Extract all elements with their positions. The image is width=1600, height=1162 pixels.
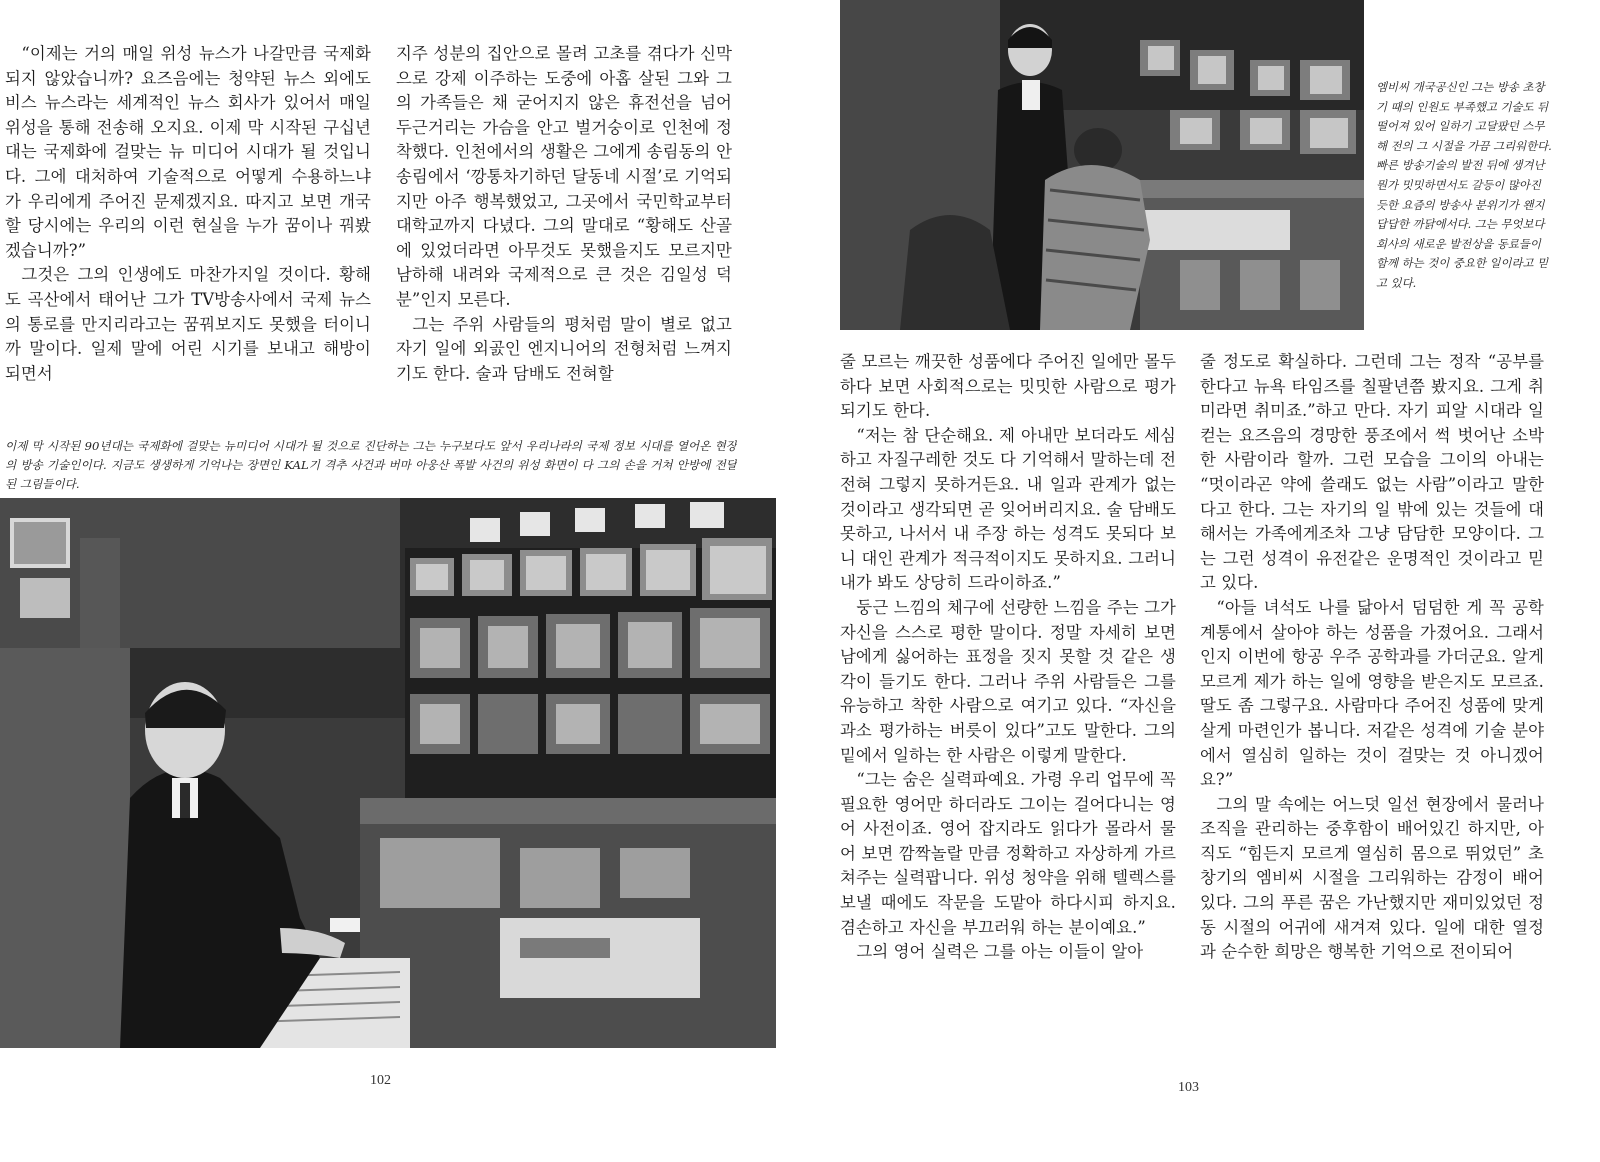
photo-side-caption: 엠비씨 개국공신인 그는 방송 초창기 때의 인원도 부족했고 기술도 뒤떨어져 있어 일하기 고달팠던 스무해 전의 그 시절을 가끔 그리워한다. 빠른 방송기술의 발전 뒤에 생겨난 뭔가 밋밋하면서도 갈등이 많아진 듯한 요즘의 방송사 분위기가 왠지 답답한 까닭에서다. 그는 무엇보다 회사의 새로운 발전상을 동료들이 함께 하는 것이 중요한 일이라고 믿고 있다. — [1376, 80, 1552, 290]
control-room-illustration-icon — [0, 498, 776, 1048]
right-page — [800, 0, 1600, 1162]
paragraph: 줄 모르는 깨끗한 성품에다 주어진 일에만 몰두하다 보면 사회적으로는 밋밋한 사람으로 평가되기도 한다. — [840, 352, 1176, 421]
engineers-at-console-photo — [840, 0, 1364, 330]
paragraph: 그의 영어 실력은 그를 아는 이들이 알아 — [856, 942, 1144, 962]
paragraph: “아들 녀석도 나를 닮아서 덤덤한 게 꼭 공학 계통에서 살아야 하는 성품을 가졌어요. 그래서인지 이번에 항공 우주 공학과를 가더군요. 알게모르게 제가 하는 일에 영향을 받은지도 모르죠. 딸도 좀 그렇구요. 사람마다 주어진 성품에 맞게 살게 마련인가 봅니다. 저같은 성격에 기술 분야에서 열심히 일하는 것이 걸맞는 것 아니겠어요?” — [1200, 597, 1544, 790]
paragraph: 둥근 느낌의 체구에 선량한 느낌을 주는 그가 자신을 스스로 평한 말이다. 정말 자세히 보면 남에게 싫어하는 표정을 짓지 못할 것 같은 생각이 들기도 한다. 그러나 주위 사람들은 그를 유능하고 착한 사람으로 여기고 있다. “자신을 과소 평가하는 버릇이 있다”고도 말한다. 그의 밑에서 일하는 한 사람은 이렇게 말한다. — [840, 597, 1176, 765]
page-number: 103 — [1178, 1080, 1199, 1095]
broadcast-control-room-photo — [0, 498, 776, 1048]
paragraph: “이제는 거의 매일 위성 뉴스가 나갈만큼 국제화되지 않았습니까? 요즈음에는 청약된 뉴스 외에도 비스 뉴스라는 세계적인 뉴스 회사가 있어서 매일 위성을 통해 전송해 오지요. 이제 막 시작된 구십년대는 국제화에 걸맞는 뉴 미디어 시대가 될 것입니다. 그에 대처하여 기술적으로 어떻게 수용하느냐가 우리에게 주어진 문제겠지요. 따지고 보면 개국할 당시에는 우리의 이런 현실을 누가 꿈이나 꿔봤겠습니까?” — [5, 44, 371, 260]
right-column-2 — [1200, 350, 1544, 1050]
engineers-illustration-icon — [840, 0, 1364, 330]
paragraph: “그는 숨은 실력파예요. 가령 우리 업무에 꼭 필요한 영어만 하더라도 그이는 걸어다니는 영어 사전이죠. 영어 잡지라도 읽다가 몰라서 물어 보면 깜짝놀랄 만큼 정확하고 자상하게 가르쳐주는 실력팝니다. 위성 청약을 위해 텔렉스를 보낼 때에도 작문을 도맡아 하다시피 하지요. 겸손하고 자신을 부끄러워 하는 분이예요.” — [840, 770, 1176, 937]
paragraph: 지주 성분의 집안으로 몰려 고초를 겪다가 신막으로 강제 이주하는 도중에 아홉 살된 그와 그의 가족들은 채 굳어지지 않은 휴전선을 넘어 두근거리는 가슴을 안고 벌거숭이로 인천에 정착했다. 인천에서의 생활은 그에게 송림동의 안송림에서 ‘깡통차기하던 달동네 시절’로 기억되지만 아주 행복했었고, 그곳에서 국민학교부터 대학교까지 다녔다. 그의 말대로 “황해도 산골에 있었더라면 아무것도 못했을지도 모르지만 남하해 내려와 국제적으로 큰 것은 김일성 덕분”인지 모른다. — [396, 44, 732, 309]
photo-caption: 이제 막 시작된 90년대는 국제화에 걸맞는 뉴미디어 시대가 될 것으로 진단하는 그는 누구보다도 앞서 우리나라의 국제 정보 시대를 열어온 현장의 방송 기술인이다. 지금도 생생하게 기억나는 장면인 KAL기 격추 사건과 버마 아웅산 폭발 사건의 위성 화면이 다 그의 손을 거쳐 안방에 전달된 그림들이다. — [5, 439, 737, 491]
right-column-1 — [840, 350, 1176, 1050]
left-column-1 — [5, 42, 371, 420]
paragraph: 그는 주위 사람들의 평처럼 말이 별로 없고 자기 일에 외곬인 엔지니어의 전형처럼 느껴지기도 한다. 술과 담배도 전혀할 — [396, 314, 732, 383]
paragraph: “저는 참 단순해요. 제 아내만 보더라도 세심하고 자질구레한 것도 다 기억해서 말하는데 전 전혀 그렇지 못하거든요. 내 일과 관계가 없는 것이라고 생각되면 곧 잊어버리지요. 술 담배도 못하고, 나서서 내 주장 하는 성격도 못되다 보니 대인 관계가 적극적이지도 못하지요. 그러니 내가 봐도 상당히 드라이하죠.” — [840, 425, 1176, 593]
page-number: 102 — [370, 1073, 391, 1088]
paragraph: 줄 정도로 확실하다. 그런데 그는 정작 “공부를 한다고 뉴욕 타임즈를 칠팔년쯤 봤지요. 그게 취미라면 취미죠.”하고 만다. 자기 피알 시대라 일컫는 요즈음의 경망한 풍조에서 썩 벗어난 소박한 사람이라 할까. 그런 모습을 그이의 아내는 “멋이라곤 약에 쓸래도 없는 사람”이라고 말한다고 한다. 그는 자기의 일 밖에 있는 것들에 대해서는 가족에게조차 그냥 담담한 모양이다. 그는 그런 성격이 유전같은 운명적인 것이라고 믿고 있다. — [1200, 352, 1544, 593]
paragraph: 그것은 그의 인생에도 마찬가지일 것이다. 황해도 곡산에서 태어난 그가 TV방송사에서 국제 뉴스의 통로를 만지리라고는 꿈꿔보지도 못했을 터이니까 말이다. 일제 말에 어린 시기를 보내고 해방이 되면서 — [5, 265, 371, 383]
paragraph: 그의 말 속에는 어느덧 일선 현장에서 물러나 조직을 관리하는 중후함이 배어있긴 하지만, 아직도 “힘든지 모르게 열심히 몸으로 뛰었던” 초창기의 엠비씨 시절을 그리워하는 감정이 배어 있다. 그의 푸른 꿈은 가난했지만 재미있었던 정동 시절의 어귀에 새겨져 있다. 일에 대한 열정과 순수한 희망은 행복한 기억으로 전이되어 — [1200, 794, 1544, 962]
left-column-2 — [396, 42, 732, 420]
